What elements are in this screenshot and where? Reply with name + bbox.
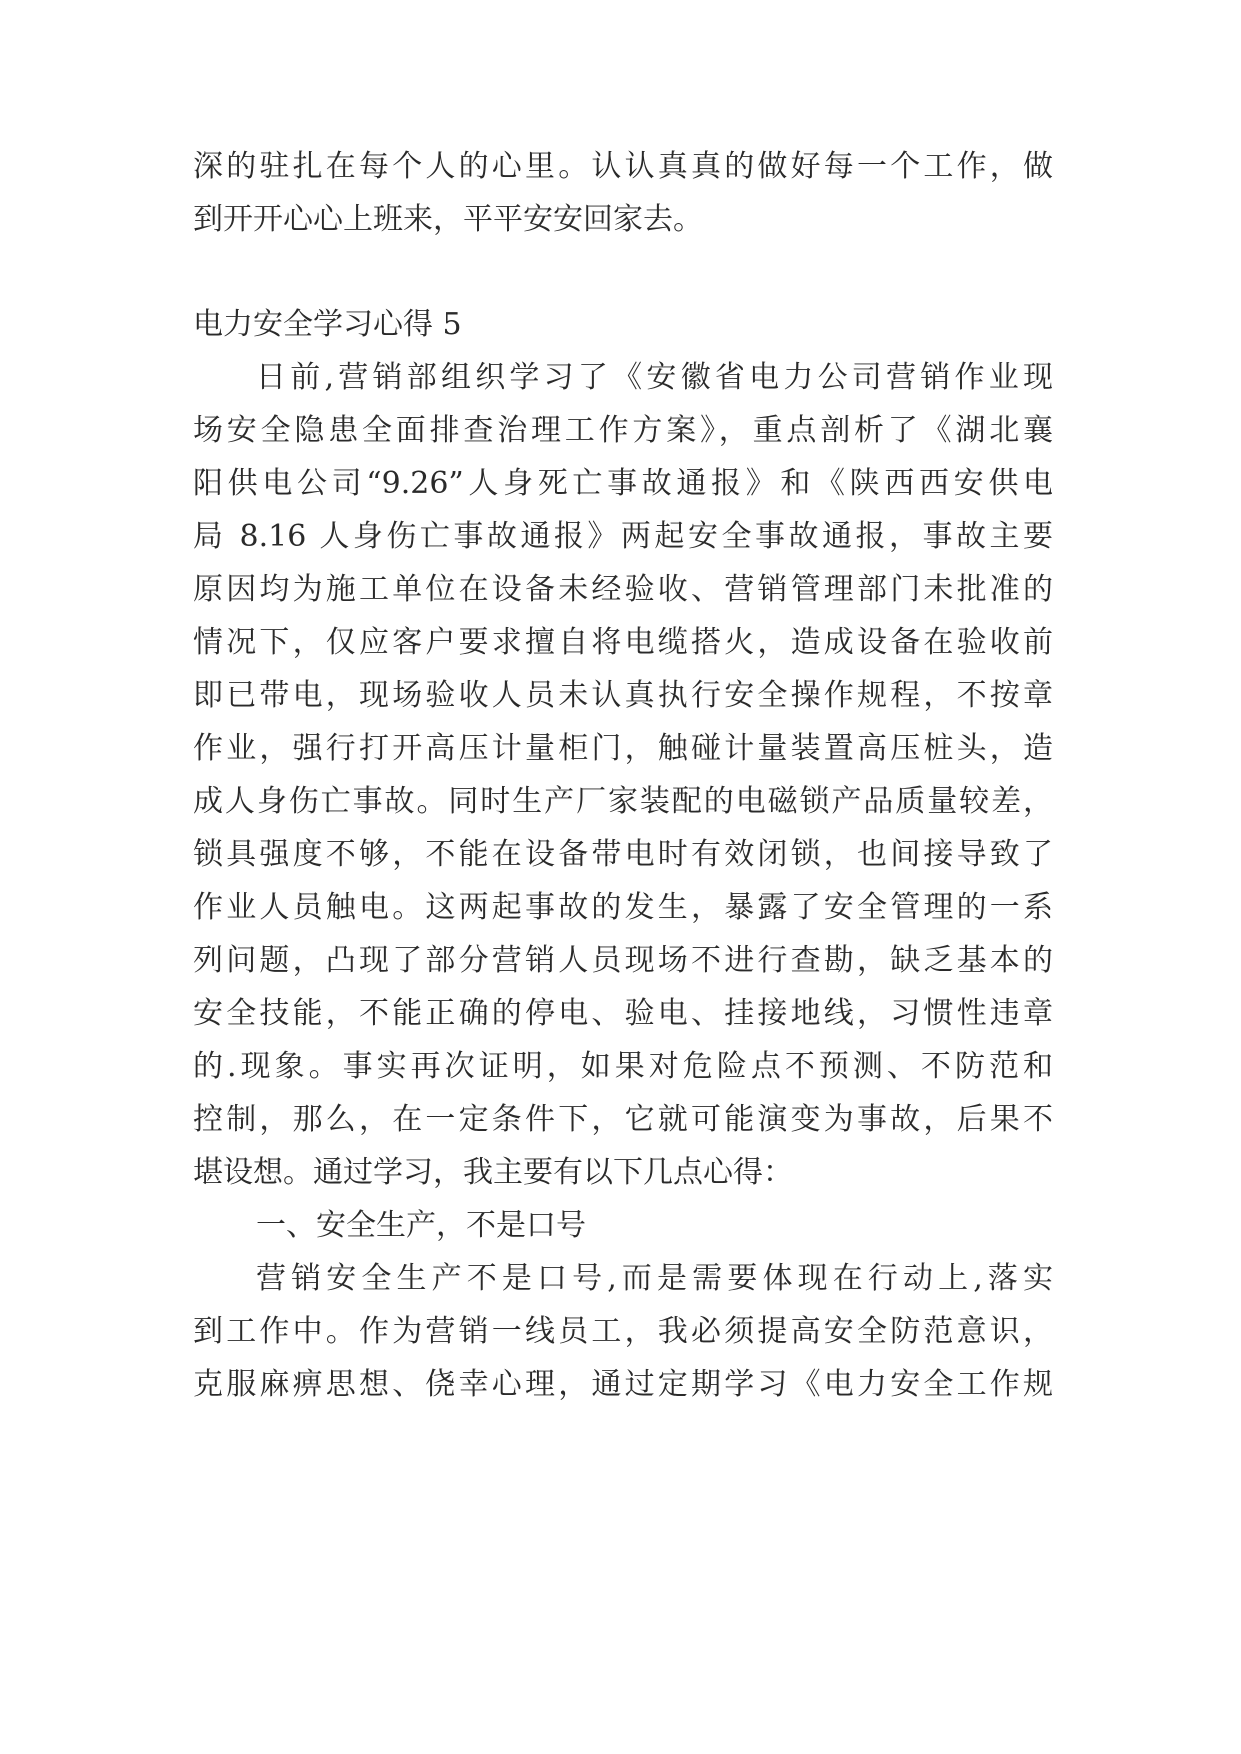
paragraph1-line-7: 即已带电，现场验收人员未认真执行安全操作规程，不按章 [193, 678, 1053, 713]
paragraph1-line-16: 堪设想。通过学习，我主要有以下几点心得： [193, 1155, 793, 1190]
paragraph1-line-3: 阳供电公司“9.26”人身死亡事故通报》和《陕西西安供电 [193, 466, 1053, 501]
continuation-line-1: 深的驻扎在每个人的心里。认认真真的做好每一个工作，做 [193, 149, 1053, 184]
paragraph2-line-2: 到工作中。作为营销一线员工，我必须提高安全防范意识， [193, 1314, 1053, 1349]
section-title: 电力安全学习心得 5 [193, 307, 462, 342]
paragraph1-line-9: 成人身伤亡事故。同时生产厂家装配的电磁锁产品质量较差， [193, 784, 1053, 819]
paragraph2-line-1: 营销安全生产不是口号,而是需要体现在行动上,落实 [256, 1261, 1053, 1296]
paragraph1-line-12: 列问题，凸现了部分营销人员现场不进行查勘，缺乏基本的 [193, 943, 1053, 978]
paragraph1-line-2: 场安全隐患全面排查治理工作方案》，重点剖析了《湖北襄 [193, 413, 1053, 448]
paragraph1-line-5: 原因均为施工单位在设备未经验收、营销管理部门未批准的 [193, 572, 1053, 607]
paragraph1-line-6: 情况下，仅应客户要求擅自将电缆搭火，造成设备在验收前 [193, 625, 1053, 660]
paragraph1-line-1: 日前,营销部组织学习了《安徽省电力公司营销作业现 [256, 360, 1053, 395]
subheading: 一、安全生产，不是口号 [256, 1208, 586, 1243]
paragraph1-line-4: 局 8.16 人身伤亡事故通报》两起安全事故通报，事故主要 [193, 519, 1053, 554]
paragraph2-line-3: 克服麻痹思想、侥幸心理，通过定期学习《电力安全工作规 [193, 1367, 1053, 1402]
paragraph1-line-14: 的.现象。事实再次证明，如果对危险点不预测、不防范和 [193, 1049, 1053, 1084]
paragraph1-line-15: 控制，那么，在一定条件下，它就可能演变为事故，后果不 [193, 1102, 1053, 1137]
paragraph1-line-8: 作业，强行打开高压计量柜门，触碰计量装置高压桩头，造 [193, 731, 1053, 766]
paragraph1-line-13: 安全技能，不能正确的停电、验电、挂接地线，习惯性违章 [193, 996, 1053, 1031]
continuation-line-2: 到开开心心上班来，平平安安回家去。 [193, 202, 703, 237]
paragraph1-line-10: 锁具强度不够，不能在设备带电时有效闭锁，也间接导致了 [193, 837, 1053, 872]
paragraph1-line-11: 作业人员触电。这两起事故的发生，暴露了安全管理的一系 [193, 890, 1053, 925]
